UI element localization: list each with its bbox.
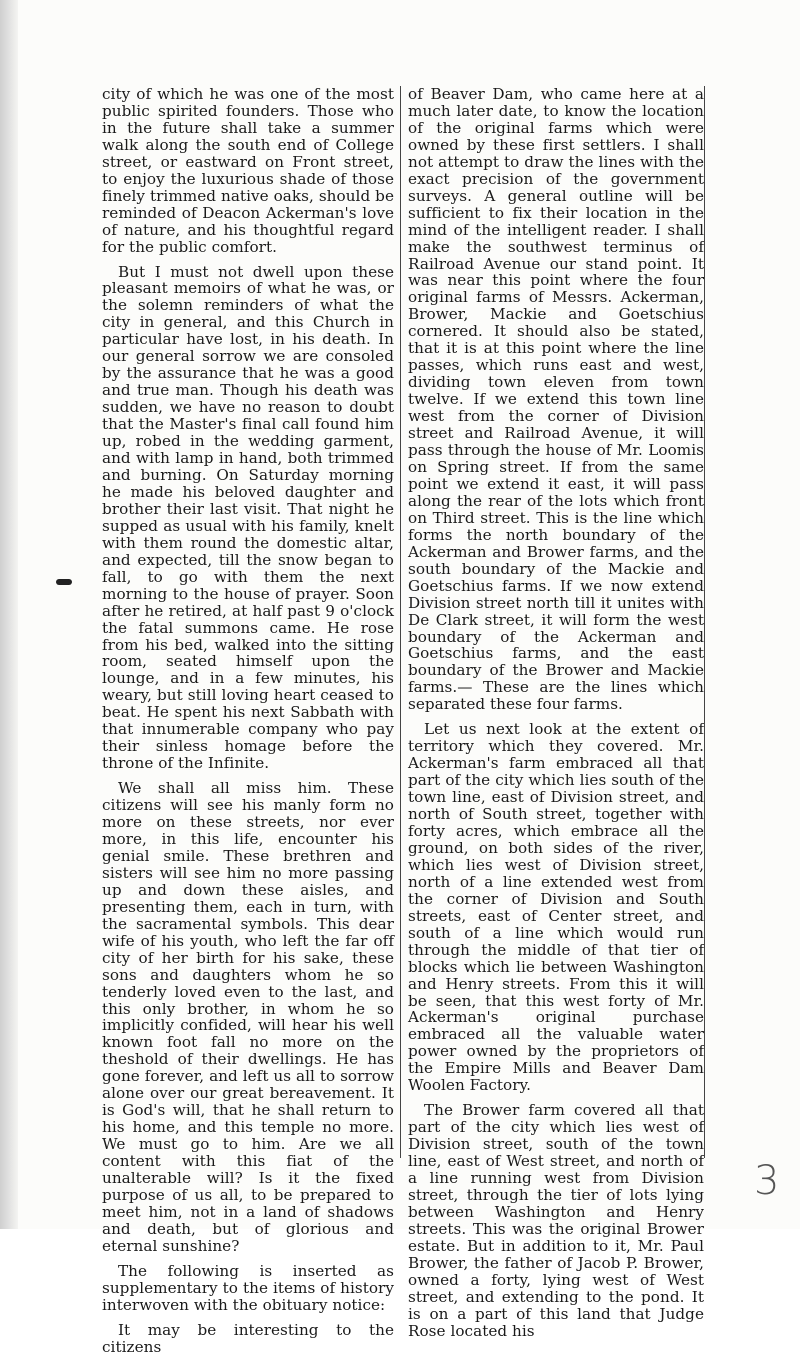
page-number: 3 — [754, 1158, 780, 1204]
left-paragraph-2: But I must not dwell upon these pleasant memoirs of what he was, or the solemn reminders of what the city in general, and this Church in particular have lost, in his death. In our general sorrow we are consoled by the assurance that he was a good and true man. Though his death was sudden, we have no reason to doubt that the Master's final call found him up, robed in the wedding garment, and with lamp in hand, both trimmed and burning. On Saturday morning he made his beloved daughter and brother their last visit. That night he supped as usual with his family, knelt with them round the domestic altar, and expected, till the snow began to fall, to go with them the next morning to the house of prayer. Soon after he retired, at half past 9 o'clock the fatal summons came. He rose from his bed, walked into the sitting room, seated himself upon the lounge, and in a few minutes, his weary, but still loving heart ceased to beat. He spent his next Sabbath with that innumerable company who pay their sinless homage before the throne of the Infinite. — [102, 262, 394, 773]
column-divider-right — [704, 86, 705, 1158]
right-column — [408, 86, 704, 1348]
right-paragraph-2: Let us next look at the extent of territory which they covered. Mr. Ackerman's farm embraced all that part of the city which lies south of the town line, east of Division street, and north of South street, together with forty acres, which embrace all the ground, on both sides of the river, which lies west of Division street, north of a line extended west from the corner of Division and South streets, east of Center street, and south of a line which would run through the middle of that tier of blocks which lie between Washington and Henry streets. From this it will be seen, that this west forty of Mr. Ackerman's original purchase embraced all the valuable water power owned by the proprietors of the Empire Mills and Beaver Dam Woolen Factory. — [408, 720, 704, 1095]
left-paragraph-1: city of which he was one of the most public spirited founders. Those who in the future shall take a summer walk along the south end of College street, or eastward on Front street, to enjoy the luxurious shade of those finely trimmed native oaks, should be reminded of Deacon Ackerman's love of nature, and his thoughtful regard for the public comfort. — [102, 85, 394, 256]
right-paragraph-3: The Brower farm covered all that part of the city which lies west of Division street, south of the town line, east of West street, and north of a line running west from Division street, through the tier of lots lying between Washington and Henry streets. This was the original Brower estate. But in addition to it, Mr. Paul Brower, the father of Jacob P. Brower, owned a forty, lying west of West street, and extending to the pond. It is on a part of this land that Judge Rose located his — [408, 1101, 704, 1340]
left-paragraph-3: We shall all miss him. These citizens will see his manly form no more on these streets, nor ever more, in this life, encounter his genial smile. These brethren and sisters will see him no more passing up and down these aisles, and presenting them, each in turn, with the sacramental symbols. This dear wife of his youth, who left the far off city of her birth for his sake, these sons and daughters whom he so tenderly loved even to the last, and this only brother, in whom he so implicitly confided, will hear his well known foot fall no more on the theshold of their dwellings. He has gone forever, and left us all to sorrow alone over our great bereavement. It is God's will, that he shall return to his home, and this temple no more. We must go to him. Are we all content with this fiat of the unalterable will? Is it the fixed purpose of us all, to be prepared to meet him, not in a land of shadows and death, but of glorious and eternal sunshine? — [102, 779, 394, 1255]
column-divider-left — [400, 86, 401, 1158]
left-paragraph-4: The following is inserted as supplementary to the items of history interwoven with the obituary notice: — [102, 1261, 394, 1314]
margin-ink-mark — [56, 579, 72, 585]
left-paragraph-5: It may be interesting to the citizens — [102, 1320, 394, 1356]
scan-edge-shadow — [0, 0, 18, 1229]
right-paragraph-1: of Beaver Dam, who came here at a much later date, to know the location of the original farms which were owned by these first settlers. I shall not attempt to draw the lines with the exact precision of the government surveys. A general outline will be sufficient to fix their location in the mind of the intelligent reader. I shall make the southwest terminus of Railroad Avenue our stand point. It was near this point where the four original farms of Messrs. Ackerman, Brower, Mackie and Goetschius cornered. It should also be stated, that it is at this point where the line passes, which runs east and west, dividing town eleven from town twelve. If we extend this town line west from the corner of Division street and Railroad Avenue, it will pass through the house of Mr. Loomis on Spring street. If from the same point we extend it east, it will pass along the rear of the lots which front on Third street. This is the line which forms the north boundary of the Ackerman and Brower farms, and the south boundary of the Mackie and Goetschius farms. If we now extend Division street north till it unites with De Clark street, it will form the west boundary of the Ackerman and Goetschius farms, and the east boundary of the Brower and Mackie farms.— These are the lines which separated these four farms. — [408, 85, 704, 714]
left-column — [102, 86, 394, 1364]
